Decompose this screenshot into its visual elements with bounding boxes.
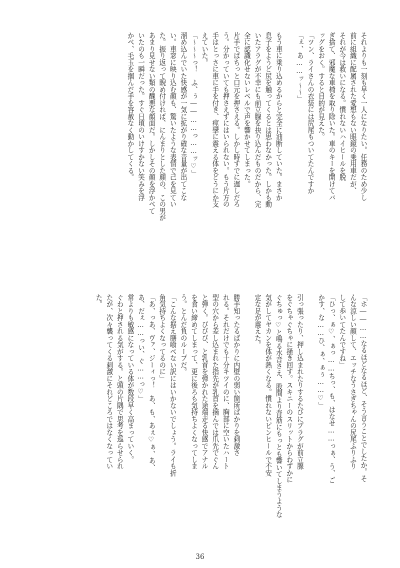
page-number: 36 [195,553,205,561]
text-block-top: それよりも一刻も早く一人になりたい。任務のため少し 前に組織に配属された愛想もない眼鏡の乗用車だが、 それが今は救いになる。慣れないハイヒールを脱 ぎ捨て、邪魔な車椅を取り除いた。車のキーを開けてバ ッグをおく。すると目的が見えた。 「ツン、ライさんの衣装には尻尾もついてたんですか 「ぇ、あ……ッ〜〜」 もう車に乗り込めるからと完全に油断していた。まさか 息子をようど尻を触ってくるとは思わなかった。しかも動 いたアラグが不幸にも前立腺を抉り込んだものだから、完 全に認識化せないレベルで声を響かせてしまった。 片手でぱちっと口元を押さえる。しかし時すでに遅しだろ う。分かっていても押さえずにはいられない。もう片方の 手はとっさに車に手を付き、痙攣に震える体をどうにか支 えていた。 「〜〜〜っ！ ふ、ぅ――……っ……ッ♡」 溜め込んでいた快感が一気に拡がり確な音量が出てこな い。車窓に映り込む顔も、驚いたような表情で己を見てい た。振り返って睨め付ければ、にんまりとした顔の、この男が あまり見せない類の醜悪な顔面だ。しかしその顔を浮かべて いたのも一瞬だった。すぐ日頃のいけすかない笑みを浮 かべ、毛玉を掴んだ手を容赦なく動かしてくる。 [125,32,367,221]
text-block-bottom: 「ホ――……なるほどなるほど、そう言うことでしたか。そ んな涼しい顔して、エッチなうさぎちゃんの尻尾ふりふり して歩いてたんですね」 「ひっ、ぁ♡、ぁっ……ちっ、も、はなせ……っぁ、う、ご かす、な……ひ、ぁ、ぁぅ……♡」 引っ張ったり、押し込まれたりするたびにプラグが前立腺 をぐちゃぐちゃに掻き回す。スキニーのスリットからわずかに ぐちゅっ♡と鳴る水音さえ、股間より背筋にもっとも響いてしまうような 気がしてヤカンを体が熱くなる。慣れないピンヒールで不安 定な足が震えた。 勝手知ったるばかりに内壁の弱い箇所ばかりを刺激さ れる。それだけでも十分キツイのに、胸部に空いたハート 型の穴から差し込まれた指先が乳首を摘んでは爪先でぐん と弾く。びびび、と乳首を弾かれた途端走る快感でアナル を食い締めてしまって、更に後ろも気持ちよくなってしま う。とんだ負のループだ。 「こんな据え膳喰べない訳にはいかないでしょう。ライも折 角気持ちよくなってるのに」 「あ、っあ、ヴァ、ジーィっ！ あ、も、あぇ♡ぁ、あ、 あ、だぇ……っい、ぐ……っ♡」 常よりも敏感になっている体が数段早く高まっていく。 ぐわと押される気がする。と頭の片隅で思考を巡らせられ たが、次々襲ってくる刺激にそれどころではなくなってい た。 [94,294,367,519]
